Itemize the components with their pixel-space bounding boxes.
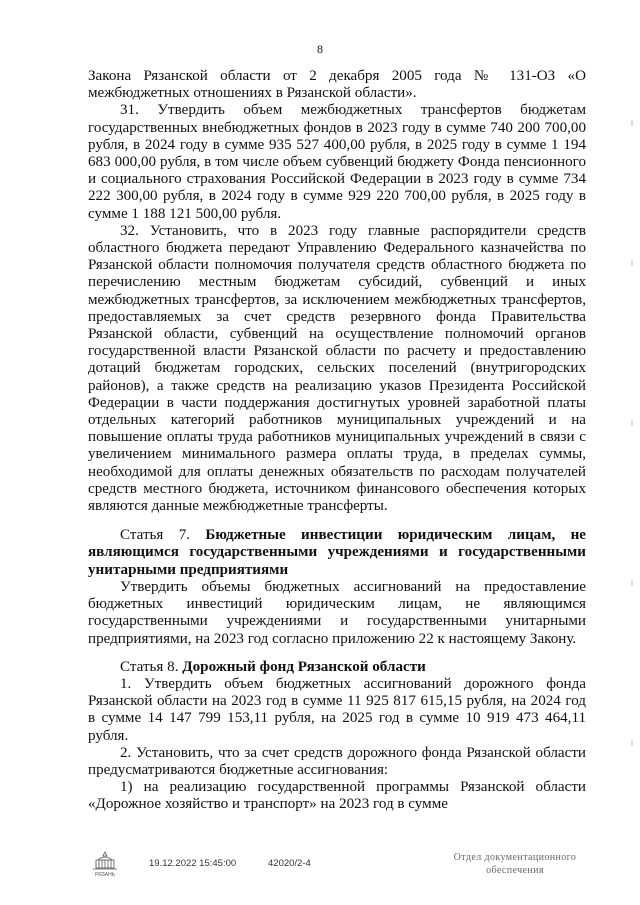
department-stamp-line-2: обеспечения — [486, 865, 544, 876]
paragraph-31: 31. Утвердить объем межбюджетных трансфертов бюджетам государственных внебюджетных фондов в 2023 году в сумме 740 200 700,00 рубля, в 2024 году в сумме 935 527 400,00 рубля, в 2025 году в сумме 1 194 683 000,00 рубля, в том числе объем субвенций бюджету Фонда пенсионного и социального страхования Российской Федерации в 2023 году в сумме 734 222 300,00 рубля, в 2024 году в сумме 929 220 700,00 рубля, в 2025 году в сумме 1 188 121 500,00 рубля. — [88, 102, 586, 222]
department-stamp — [440, 851, 590, 877]
department-stamp-line-1: Отдел документационного — [453, 852, 577, 863]
article-8-prefix: Статья 8. — [120, 658, 183, 675]
page-footer — [0, 846, 640, 886]
article-8-title: Дорожный фонд Рязанской области — [182, 658, 426, 675]
paragraph-law-reference: Закона Рязанской области от 2 декабря 2005 года № 131-ОЗ «О межбюджетных отношениях в Рязанской области». — [88, 68, 586, 102]
article-8-item-2: 2. Установить, что за счет средств дорожного фонда Рязанской области предусматриваются бюджетные ассигнования: — [88, 744, 586, 778]
paragraph-32: 32. Установить, что в 2023 году главные распорядители средств областного бюджета передают Управлению Федерального казначейства по Рязанской области полномочия получателя средств областного бюджета по перечислению местным бюджетам субсидий, субвенций и иных межбюджетных трансфертов, за исключением межбюджетных трансфертов, предоставляемых за счет средств резервного фонда Правительства Рязанской области, субвенций на осуществление полномочий органов государственной власти Рязанской области по расчету и предоставлению дотаций бюджетам городских, сельских поселений (внутригородских районов), а также средств на реализацию указов Президента Российской Федерации в части поддержания достигнутых уровней заработной платы отдельных категорий работников муниципальных учреждений и на повышение оплаты труда работников муниципальных учреждений в связи с увеличением минимального размера оплаты труда, в пределах суммы, необходимой для оплаты денежных обязательств по расходам получателей средств местного бюджета, источником финансового обеспечения которых являются данные межбюджетные трансферты. — [88, 222, 586, 515]
article-7-prefix: Статья 7. — [120, 527, 206, 544]
article-7-heading — [88, 527, 586, 579]
footer-date: 19.12.2022 15:45:00 — [149, 858, 237, 869]
article-8-item-2-1: 1) на реализацию государственной программы Рязанской области «Дорожное хозяйство и транспорт» на 2023 год в сумме — [88, 779, 586, 813]
ryazan-duma-logo-icon — [88, 850, 122, 878]
article-8-item-1: 1. Утвердить объем бюджетных ассигнований дорожного фонда Рязанской области на 2023 год в сумме 11 925 817 615,15 рубля, на 2024 год в сумме 14 147 799 153,11 рубля, на 2025 год в сумме 10 919 473 464,11 рубля. — [88, 675, 586, 744]
svg-text:РЯЗАНЬ: РЯЗАНЬ — [94, 872, 116, 878]
document-body — [88, 68, 586, 814]
article-8-heading — [88, 659, 586, 676]
article-7-title: Бюджетные инвестиции юридическим лицам, не являющимся государственными учреждениями и государственными унитарными предприятиями — [88, 527, 586, 578]
scan-edge-marks — [630, 120, 634, 770]
footer-document-number: 42020/2-4 — [268, 858, 311, 869]
article-7-body: Утвердить объемы бюджетных ассигнований на предоставление бюджетных инвестиций юридическим лицам, не являющимся государственными учреждениями и государственными унитарными предприятиями, на 2023 год согласно приложению 22 к настоящему Закону. — [88, 578, 586, 647]
page-number: 8 — [317, 42, 323, 56]
